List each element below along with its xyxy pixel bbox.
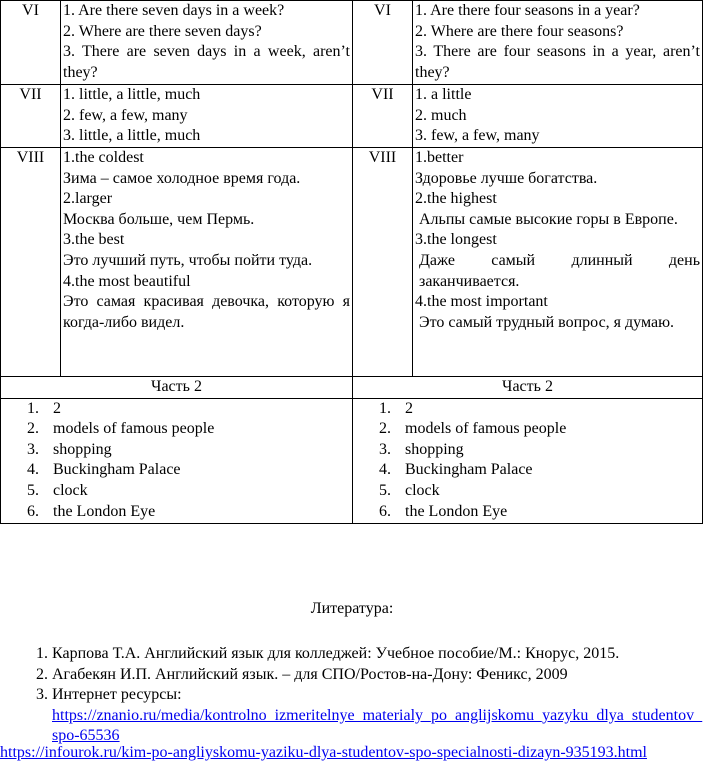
row-number: VI	[1, 1, 61, 85]
row-vii	[1, 85, 703, 148]
list-item	[1, 419, 352, 440]
answer-line: Даже самый длинный день заканчивается.	[419, 251, 700, 290]
item-number: 1.	[27, 399, 39, 417]
part2-header-row	[1, 377, 703, 399]
list-item	[353, 481, 702, 502]
list-item	[353, 419, 702, 440]
answer-line: Москва больше, чем Пермь.	[63, 210, 255, 228]
answer-cell	[413, 1, 703, 85]
answer-line: 2. much	[415, 106, 467, 124]
literature-title: Литература:	[310, 600, 394, 617]
reference-text: Карпова Т.А. Английский язык для колледжей: Учебное пособие/М.: Кнорус, 2015.	[52, 645, 620, 662]
item-number: 4.	[379, 461, 391, 479]
item-text: clock	[405, 481, 440, 499]
answer-line: 3. There are seven days in a week, aren’t they?	[63, 43, 350, 81]
item-number: 1.	[379, 399, 391, 417]
answer-line: Это самая красивая девочка, которую я когда-либо видел.	[63, 293, 350, 331]
reference-text: Агабекян И.П. Английский язык. – для СПО/Ростов-на-Дону: Феникс, 2009	[52, 665, 568, 683]
answer-line: 1. little, a little, much	[63, 86, 201, 103]
answer-line: 1. Are there seven days in a week?	[63, 2, 285, 19]
answer-line: Здоровье лучше богатства.	[415, 169, 598, 187]
answer-line: Зима – самое холодное время года.	[63, 169, 301, 187]
item-text: the London Eye	[53, 502, 156, 520]
answer-line: 2.larger	[63, 190, 113, 208]
answer-cell	[413, 85, 703, 148]
row-number: VIII	[353, 148, 413, 377]
answer-line: 2. Where are there four seasons?	[415, 22, 624, 40]
item-text: clock	[53, 481, 88, 499]
row-viii	[1, 148, 703, 377]
reference-body	[52, 685, 704, 747]
part2-items-cell	[353, 398, 703, 523]
row-vi	[1, 1, 703, 85]
list-item	[353, 502, 702, 523]
item-text: shopping	[53, 440, 112, 458]
answer-line: 1. a little	[415, 86, 472, 103]
answer-line: 1.better	[415, 149, 464, 166]
row-number: VII	[1, 85, 61, 148]
item-number: 3.	[379, 440, 391, 458]
row-number: VI	[353, 1, 413, 85]
list-item	[353, 399, 702, 420]
answer-line: 3. There are four seasons in a year, aren’t they?	[415, 43, 700, 81]
item-text: shopping	[405, 440, 464, 458]
row-number: VIII	[1, 148, 61, 377]
part2-items-row	[1, 398, 703, 523]
reference-number: 2.	[36, 665, 48, 683]
part2-label: Часть 2	[1, 377, 353, 399]
answer-line: 3.the best	[63, 231, 125, 249]
item-text: 2	[405, 399, 413, 417]
znanio-link[interactable]: https://znanio.ru/media/kontrolno_izmeritelnye_materialy_po_anglijskomu_yazyku_dlya_studentov_spo-65536	[52, 706, 703, 745]
answer-line: Альпы самые высокие горы в Европе.	[419, 210, 678, 228]
answer-line: 3. little, a little, much	[63, 127, 201, 145]
list-item	[353, 440, 702, 461]
item-text: the London Eye	[405, 502, 508, 520]
answer-cell	[61, 1, 353, 85]
list-item	[1, 399, 352, 420]
item-number: 5.	[27, 481, 39, 499]
references-list	[0, 644, 704, 747]
reference-item	[0, 644, 704, 665]
item-text: models of famous people	[405, 420, 567, 438]
item-number: 6.	[379, 502, 391, 520]
part2-items-cell	[1, 398, 353, 523]
item-text: Buckingham Palace	[405, 461, 533, 479]
item-number: 3.	[27, 440, 39, 458]
answer-line: 2. few, a few, many	[63, 106, 188, 124]
answer-line: Это самый трудный вопрос, я думаю.	[419, 313, 675, 331]
list-item	[353, 460, 702, 481]
answer-line: 3. few, a few, many	[415, 127, 540, 145]
list-item	[1, 481, 352, 502]
answer-line: 4.the most important	[415, 293, 548, 311]
answer-line: 4.the most beautiful	[63, 272, 191, 290]
answer-line: 2. Where are there seven days?	[63, 22, 262, 40]
reference-item	[0, 685, 704, 747]
answer-cell	[413, 148, 703, 377]
item-number: 2.	[379, 420, 391, 438]
infourok-link[interactable]: https://infourok.ru/kim-po-angliyskomu-yaziku-dlya-studentov-spo-specialnosti-dizayn-935193.html	[0, 744, 647, 761]
answer-line: 2.the highest	[415, 190, 497, 208]
answer-line: 1. Are there four seasons in a year?	[415, 2, 640, 19]
answer-line: 1.the coldest	[63, 149, 144, 166]
item-number: 6.	[27, 502, 39, 520]
part2-label: Часть 2	[353, 377, 703, 399]
reference-number: 3.	[36, 686, 48, 704]
item-text: models of famous people	[53, 420, 215, 438]
answer-cell	[61, 148, 353, 377]
row-number: VII	[353, 85, 413, 148]
reference-text: Интернет ресурсы:	[52, 686, 182, 704]
item-number: 5.	[379, 481, 391, 499]
list-item	[1, 460, 352, 481]
item-number: 4.	[27, 461, 39, 479]
item-number: 2.	[27, 420, 39, 438]
part2-items-list	[353, 399, 702, 523]
list-item	[1, 440, 352, 461]
reference-number: 1.	[36, 645, 48, 662]
item-text: 2	[53, 399, 61, 417]
answer-line: Это лучший путь, чтобы пойти туда.	[63, 251, 313, 269]
reference-item	[0, 665, 704, 686]
part2-items-list	[1, 399, 352, 523]
item-text: Buckingham Palace	[53, 461, 181, 479]
answer-line: 3.the longest	[415, 231, 497, 249]
answer-cell	[61, 85, 353, 148]
list-item	[1, 502, 352, 523]
